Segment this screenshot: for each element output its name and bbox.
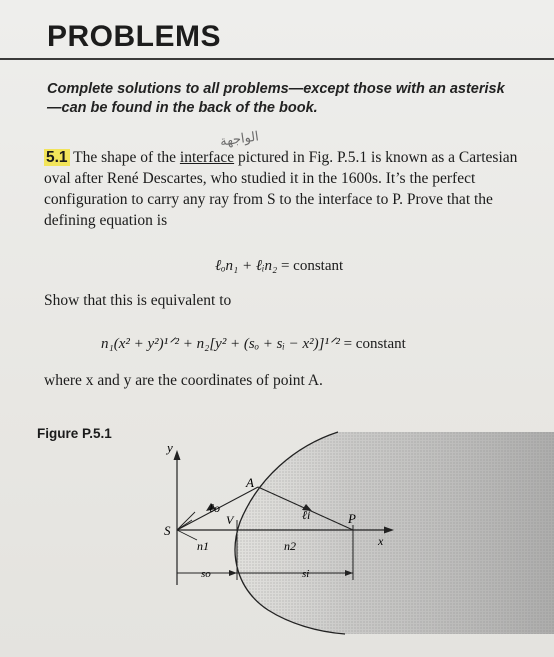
so-label: so: [201, 568, 211, 580]
figure-label: Figure P.5.1: [37, 426, 112, 441]
point-p-label: P: [348, 511, 356, 526]
n1-label: n1: [197, 539, 209, 553]
problem-underlined-word: interface: [179, 149, 235, 166]
point-a-label: A: [246, 475, 254, 490]
li-label: ℓi: [302, 508, 311, 522]
si-label: si: [302, 568, 310, 580]
x-axis-label: x: [378, 534, 384, 548]
lo-label: ℓo: [209, 501, 220, 515]
intro-note: Complete solutions to all problems—except those with an asterisk—can be found in the back of the book.: [47, 81, 505, 116]
equation-2-expr: n₁(x² + y²)¹ᐟ² + n₂[y² + (sₒ + sᵢ − x²)]¹ᐟ²: [101, 336, 340, 352]
problem-text-rest: pictured in Fig. P.5.1 is known as a Cartesian oval after René Descartes, who studied it in the 1600s. It’s the perfect configuration to carry any ray from S to the interface to P. Prove that the defining equation is: [44, 149, 518, 229]
problem-number: 5.1: [46, 149, 68, 166]
equation-1-lhs: ℓₒn₁ + ℓᵢn₂: [215, 258, 278, 274]
handwritten-annotation: الواجهة: [219, 129, 260, 150]
section-heading: PROBLEMS: [47, 20, 222, 53]
equation-2-rhs: = constant: [339, 336, 406, 352]
point-v-label: V: [226, 513, 234, 527]
so-arrow: [229, 570, 237, 576]
source-ray-3: [177, 520, 192, 530]
n2-label: n2: [284, 539, 296, 553]
point-s-label: S: [164, 523, 171, 538]
y-axis-arrow: [174, 450, 181, 460]
coordinates-note: where x and y are the coordinates of point A.: [44, 372, 323, 389]
source-ray-1: [177, 512, 195, 530]
source-ray-2: [177, 530, 197, 540]
problem-text-start: The shape of the: [69, 149, 180, 166]
equivalence-prompt: Show that this is equivalent to: [44, 292, 232, 309]
equation-1-rhs: = constant: [277, 258, 344, 274]
y-axis-label: y: [167, 440, 173, 455]
